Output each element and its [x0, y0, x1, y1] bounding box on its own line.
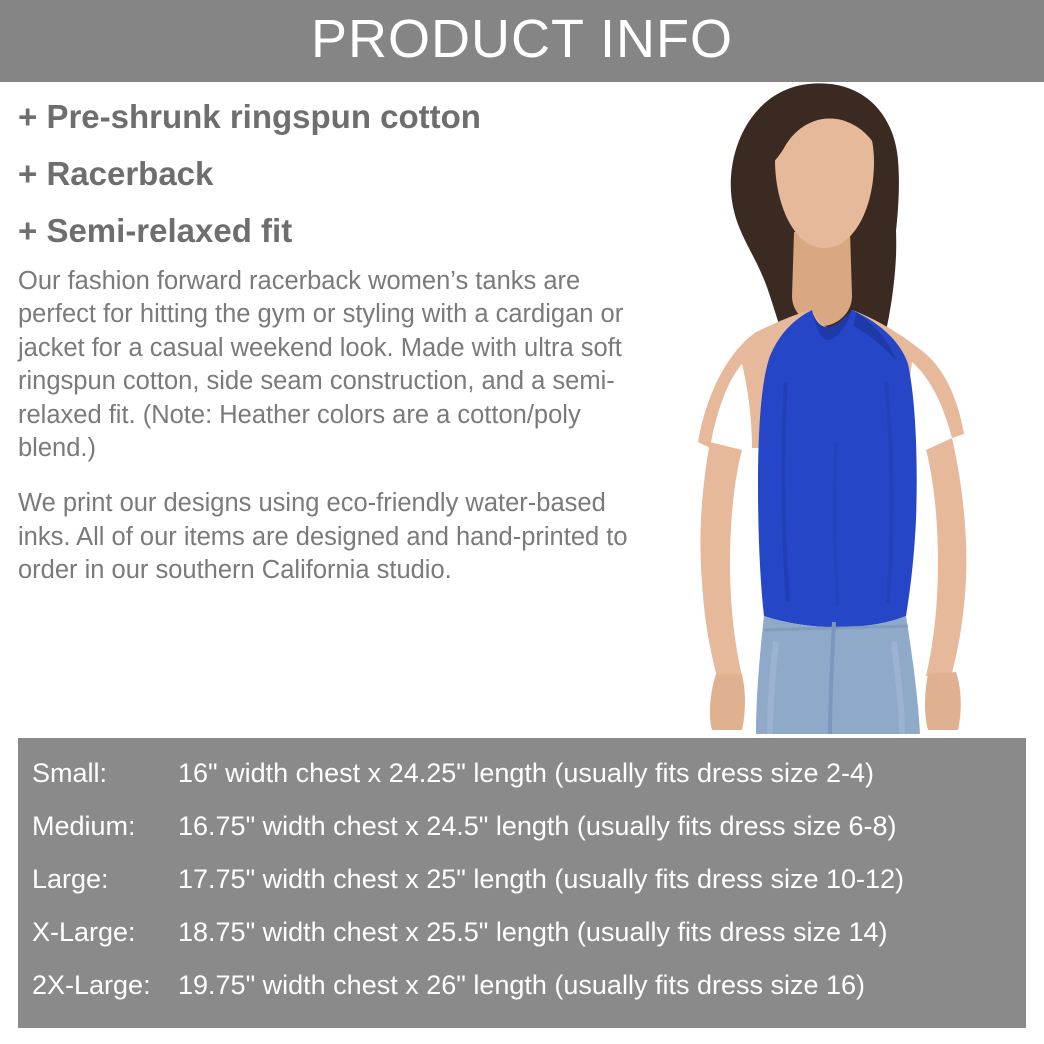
feature-item-2: + Racerback: [18, 155, 214, 192]
description-paragraph-2: We print our designs using eco-friendly water-based inks. All of our items are designed and hand-printed to order in our southern California studio.: [18, 489, 628, 585]
product-info-banner: [0, 0, 1044, 82]
model-illustration: [636, 82, 1044, 734]
product-details-column: [18, 96, 648, 588]
table-row: [32, 760, 1026, 787]
feature-item-3: + Semi-relaxed fit: [18, 212, 293, 249]
size-label: Medium:: [32, 811, 136, 841]
feature-item-1: + Pre-shrunk ringspun cotton: [18, 98, 481, 135]
page-title: PRODUCT INFO: [310, 9, 733, 69]
size-label: Large:: [32, 864, 109, 894]
product-photo: [636, 82, 1044, 734]
size-measurements: 18.75" width chest x 25.5" length (usually fits dress size 14): [178, 917, 888, 947]
size-measurements: 16.75" width chest x 24.5" length (usually fits dress size 6-8): [178, 811, 897, 841]
table-row: [32, 972, 1026, 999]
size-label: 2X-Large:: [32, 970, 151, 1000]
size-measurements: 19.75" width chest x 26" length (usually fits dress size 16): [178, 970, 866, 1000]
size-label: Small:: [32, 758, 108, 788]
sizing-table: [18, 738, 1026, 1028]
table-row: [32, 813, 1026, 840]
size-measurements: 17.75" width chest x 25" length (usually fits dress size 10-12): [178, 864, 905, 894]
size-label: X-Large:: [32, 917, 136, 947]
size-measurements: 16" width chest x 24.25" length (usually fits dress size 2-4): [178, 758, 875, 788]
table-row: [32, 919, 1026, 946]
description-paragraph-1: Our fashion forward racerback women’s tanks are perfect for hitting the gym or styling with a cardigan or jacket for a casual weekend look. Made with ultra soft ringspun cotton, side seam construction, and a semi-relaxed fit. (Note: Heather colors are a cotton/poly blend.): [18, 267, 624, 462]
table-row: [32, 866, 1026, 893]
